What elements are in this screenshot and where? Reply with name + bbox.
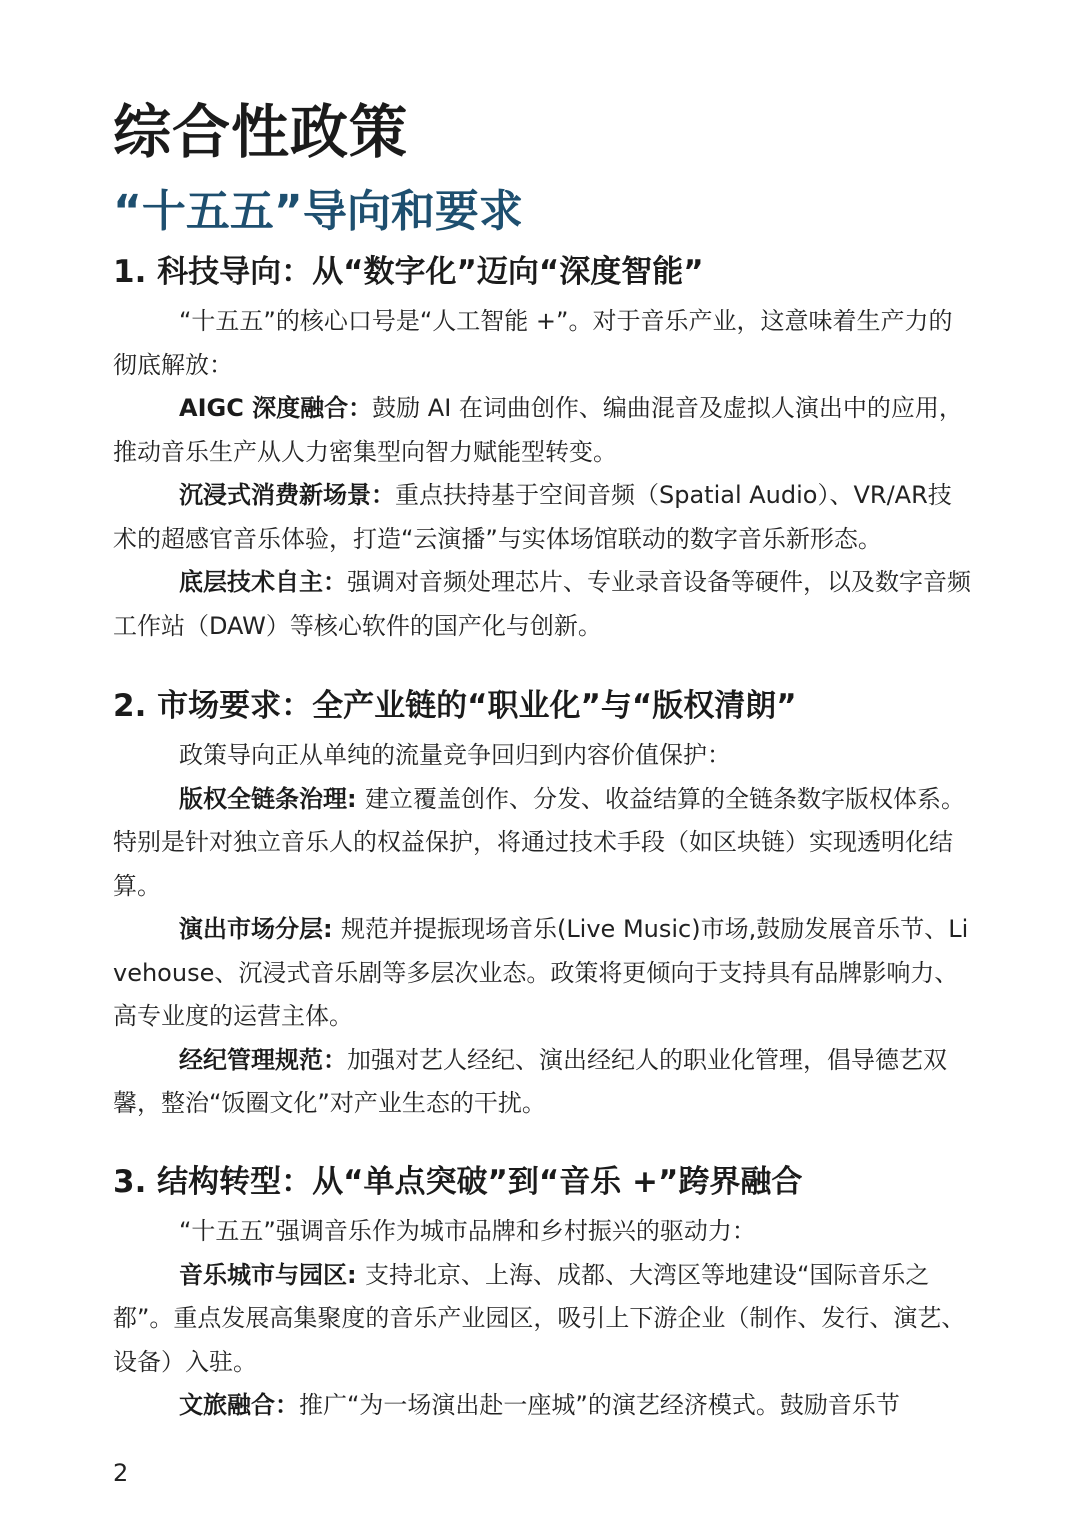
policy-item-title: 底层技术自主： bbox=[179, 568, 347, 596]
page-subtitle: “十五五”导向和要求 bbox=[113, 186, 523, 237]
section-tech-orientation bbox=[113, 250, 973, 648]
section-heading: 1. 科技导向：从“数字化”迈向“深度智能” bbox=[113, 254, 704, 290]
policy-item-text: 支持北京、上海、成都、大湾区等地建设“国际音乐之都”。重点发展高集聚度的音乐产业园区，吸引上下游企业（制作、发行、演艺、设备）入驻。 bbox=[113, 1260, 966, 1376]
policy-item bbox=[113, 1254, 973, 1385]
policy-item-title: 沉浸式消费新场景： bbox=[179, 481, 395, 509]
policy-item-title: 文旅融合： bbox=[179, 1391, 299, 1419]
page-title: 综合性政策 bbox=[113, 98, 409, 166]
section-intro: 政策导向正从单纯的流量竞争回归到内容价值保护： bbox=[179, 741, 731, 769]
policy-item-title: 音乐城市与园区: bbox=[179, 1260, 365, 1289]
policy-item-text: 强调对音频处理芯片、专业录音设备等硬件，以及数字音频工作站（DAW）等核心软件的国产化与创新。 bbox=[113, 568, 971, 640]
policy-item-text: 加强对艺人经纪、演出经纪人的职业化管理，倡导德艺双馨，整治“饭圈文化”对产业生态的干扰。 bbox=[113, 1045, 947, 1117]
section-structural-transformation bbox=[113, 1160, 973, 1428]
section-intro: “十五五”的核心口号是“人工智能 +”。对于音乐产业，这意味着生产力的彻底解放： bbox=[113, 307, 953, 379]
policy-item-text: 重点扶持基于空间音频（Spatial Audio）、VR/AR技术的超感官音乐体验，打造“云演播”与实体场馆联动的数字音乐新形态。 bbox=[113, 481, 952, 553]
policy-item-title: AIGC 深度融合： bbox=[179, 394, 373, 422]
policy-item-text: 鼓励 AI 在词曲创作、编曲混音及虚拟人演出中的应用，推动音乐生产从人力密集型向智力赋能型转变。 bbox=[113, 394, 963, 466]
page-number: 2 bbox=[113, 1459, 129, 1487]
policy-item-title: 版权全链条治理: bbox=[179, 784, 365, 813]
section-market-requirements bbox=[113, 684, 973, 1126]
policy-item-title: 演出市场分层: bbox=[179, 915, 341, 943]
section-heading: 2. 市场要求：全产业链的“职业化”与“版权清朗” bbox=[113, 688, 797, 724]
section-heading: 3. 结构转型：从“单点突破”到“音乐 +”跨界融合 bbox=[113, 1164, 803, 1200]
policy-item-title: 经纪管理规范： bbox=[179, 1045, 347, 1074]
policy-item bbox=[113, 474, 973, 561]
policy-item-text: 推广“为一场演出赴一座城”的演艺经济模式。鼓励音乐节 bbox=[299, 1391, 900, 1419]
policy-item bbox=[113, 561, 973, 648]
policy-item bbox=[113, 908, 973, 1039]
policy-item bbox=[113, 1384, 973, 1428]
policy-item-text: 规范并提振现场音乐(Live Music)市场,鼓励发展音乐节、Livehouse、沉浸式音乐剧等多层次业态。政策将更倾向于支持具有品牌影响力、高专业度的运营主体。 bbox=[113, 915, 969, 1030]
policy-item bbox=[113, 778, 973, 909]
policy-item-text: 建立覆盖创作、分发、收益结算的全链条数字版权体系。特别是针对独立音乐人的权益保护，将通过技术手段（如区块链）实现透明化结算。 bbox=[113, 784, 965, 900]
policy-item bbox=[113, 387, 973, 474]
policy-item bbox=[113, 1039, 973, 1126]
section-intro: “十五五”强调音乐作为城市品牌和乡村振兴的驱动力： bbox=[179, 1217, 756, 1245]
